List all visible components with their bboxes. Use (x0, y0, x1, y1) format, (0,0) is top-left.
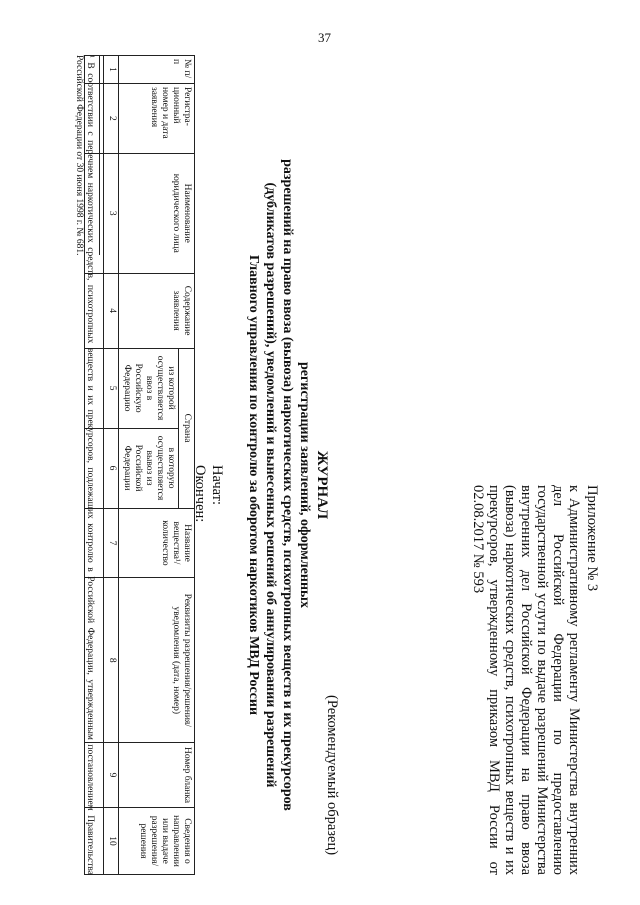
col-substance-header: Название вещества¹/ количество (119, 508, 195, 578)
appendix-note (470, 485, 600, 875)
col-country-header: Страна (179, 348, 195, 508)
started-label: Начат: (209, 465, 225, 506)
col-legal-entity-header: Наименование юридического лица (119, 153, 195, 273)
appendix-number: Приложение № 3 (584, 485, 600, 592)
col-num: 1 (104, 56, 119, 84)
title-line-4: Главного управления по контролю за оборотом наркотиков МВД России (246, 254, 261, 716)
col-export-country-header: в которую осуществляется вывоз из Российской Федерации (119, 428, 179, 508)
col-registration-header: Регистра-ционный номер и дата заявления (119, 83, 195, 153)
col-content-header: Содержание заявления (119, 273, 195, 348)
sample-label: (Рекомендуемый образец) (324, 695, 340, 856)
page-number: 37 (318, 30, 331, 45)
col-number-header: № п/п (119, 56, 195, 84)
footnote-separator (99, 55, 100, 255)
journal-heading: ЖУРНАЛ (314, 450, 330, 520)
col-num: 2 (104, 83, 119, 153)
col-num: 4 (104, 273, 119, 348)
appendix-body: к Административному регламенту Министерства внутренних дел Российской Федерации по предоставлению государственной услуги по выдаче разрешений Министерства внутренних дел Российской Федерации на право ввоза (вывоза) наркотических средств, психотропных веществ и их прекурсоров, утвержденному приказом МВД России от 02.08.2017 № 593 (470, 485, 582, 875)
finished-label: Окончен: (192, 465, 208, 523)
col-num: 9 (104, 743, 119, 808)
col-delivery-header: Сведения о направлении или выдаче разрешения/ решения (119, 807, 195, 874)
col-details-header: Реквизиты разрешения/решения/уведомления (дата, номер) (119, 578, 195, 743)
col-num: 8 (104, 578, 119, 743)
footnote: ¹ В соответствии с перечнем наркотических средств, психотропных веществ и их прекурсоров, подлежащих контролю в Российской Федерации, утвержденным постановлением Правительства Российской Федерации от 30 июня 1998 г. № 681. (74, 55, 95, 875)
col-num: 6 (104, 428, 119, 508)
title-line-3: (дубликатов разрешений), уведомлений и вынесенных решений об аннулировании разрешений (263, 182, 278, 788)
col-import-country-header: из которой осуществляется ввоз в Российскую Федерацию (119, 348, 179, 428)
dates-block (191, 465, 225, 522)
title-line-2: разрешений на право ввоза (вывоза) наркотических средств, психотропных веществ и их прекурсоров (280, 159, 295, 811)
title-line-1: регистрации заявлений, оформленных (297, 362, 312, 608)
col-num: 7 (104, 508, 119, 578)
journal-title (245, 135, 330, 835)
column-numbers-row (104, 56, 119, 875)
col-num: 5 (104, 348, 119, 428)
col-form-number-header: Номер бланка (119, 743, 195, 808)
journal-table (84, 55, 195, 875)
col-num: 3 (104, 153, 119, 273)
col-num: 10 (104, 807, 119, 874)
rotated-page-content (40, 55, 600, 885)
